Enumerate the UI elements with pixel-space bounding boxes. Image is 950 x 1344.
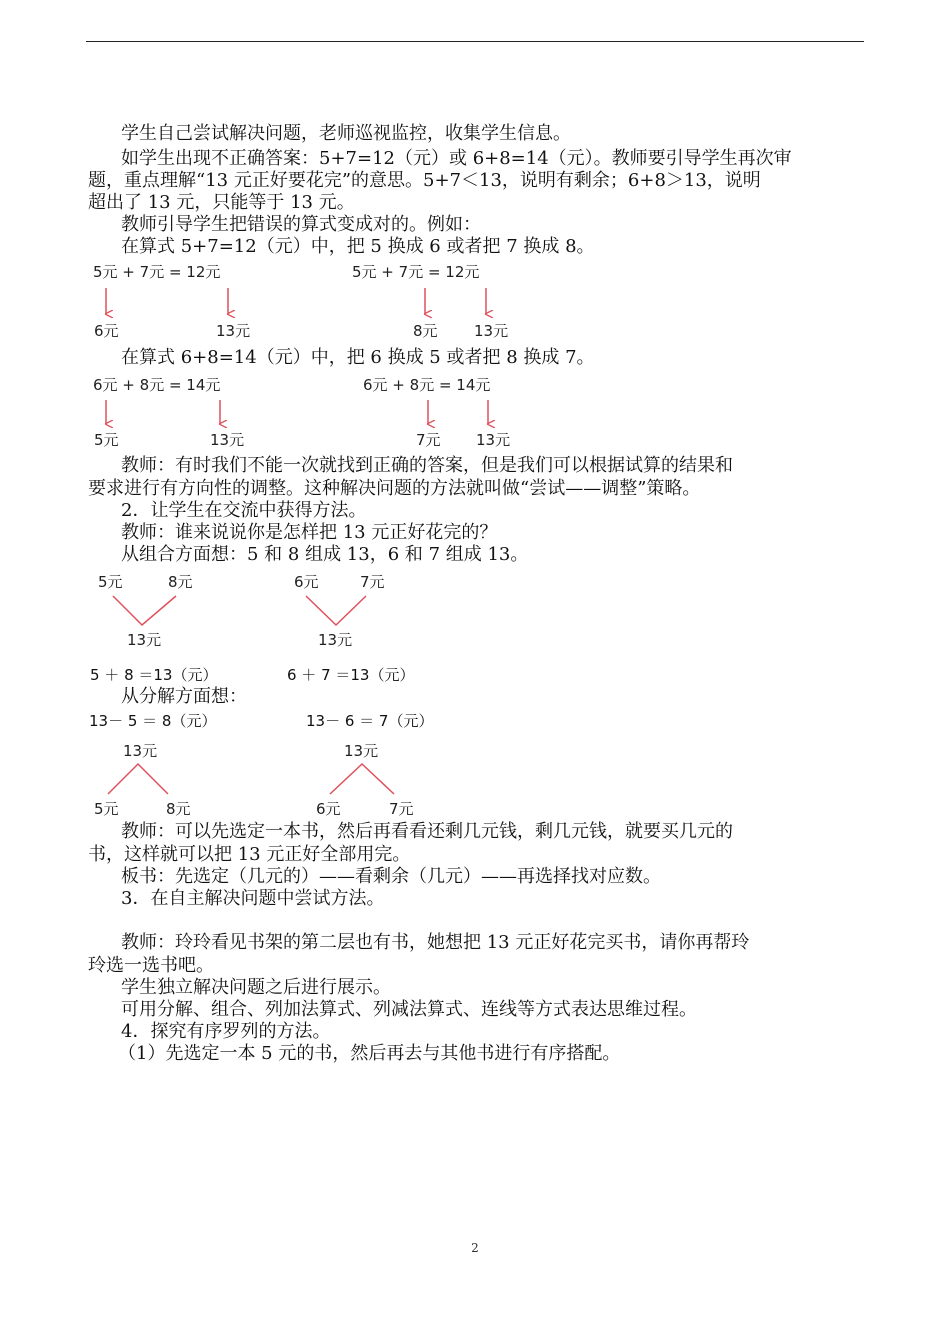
figure-label: 13元: [474, 322, 509, 340]
figure-label: 13元: [344, 742, 379, 760]
combine-figure-1: [98, 573, 193, 649]
figure-equation: 5元 + 7元 = 12元: [93, 263, 221, 281]
paragraph: 从组合方面想：5 和 8 组成 13，6 和 7 组成 13。: [121, 544, 529, 565]
combine-equation: 6 ＋ 7 ＝13（元）: [287, 666, 415, 684]
paragraph: 可用分解、组合、列加法算式、列减法算式、连线等方式表达思维过程。: [121, 999, 697, 1020]
combine-lines: [306, 596, 366, 625]
combine-figure-2: [294, 573, 385, 649]
paragraph: 4．探究有序罗列的方法。: [121, 1021, 331, 1042]
figure-label: 7元: [360, 573, 385, 591]
paragraph: 2．让学生在交流中获得方法。: [121, 500, 367, 521]
figure-label: 6元: [94, 322, 119, 340]
figure-equation: 6元 + 8元 = 14元: [363, 376, 491, 394]
figure-label: 5元: [94, 431, 119, 449]
figure-label: 13元: [216, 322, 251, 340]
paragraph: 教师引导学生把错误的算式变成对的。例如：: [121, 214, 481, 235]
replace-figure-4: [363, 376, 510, 449]
decompose-lines: [330, 764, 394, 794]
paragraph: 要求进行有方向性的调整。这种解决问题的方法就叫做“尝试——调整”策略。: [88, 478, 701, 499]
replace-figure-1: [93, 263, 250, 340]
figure-label: 13元: [476, 431, 511, 449]
decompose-equation: 13－ 6 ＝ 7（元）: [306, 712, 434, 730]
figure-equation: 5元 + 7元 = 12元: [352, 263, 480, 281]
paragraph: 学生独立解决问题之后进行展示。: [121, 977, 391, 998]
figure-equation: 6元 + 8元 = 14元: [93, 376, 221, 394]
decompose-equation: 13－ 5 ＝ 8（元）: [89, 712, 217, 730]
paragraph: 教师：谁来说说你是怎样把 13 元正好花完的？: [121, 522, 498, 543]
replace-figure-2: [352, 263, 508, 340]
paragraph: 在算式 5+7=12（元）中，把 5 换成 6 或者把 7 换成 8。: [121, 236, 595, 257]
paragraph: 超出了 13 元，只能等于 13 元。: [88, 192, 355, 213]
paragraph: 从分解方面想：: [121, 686, 247, 707]
figure-label: 13元: [210, 431, 245, 449]
paragraph: 3．在自主解决问题中尝试方法。: [121, 888, 385, 909]
paragraph: 玲选一选书吧。: [88, 955, 214, 976]
figure-label: 8元: [168, 573, 193, 591]
decompose-lines: [108, 764, 168, 794]
combine-equation: 5 ＋ 8 ＝13（元）: [90, 666, 218, 684]
figure-label: 5元: [94, 800, 119, 818]
paragraph: 教师：可以先选定一本书，然后再看看还剩几元钱，剩几元钱，就要买几元的: [121, 821, 733, 842]
paragraph: 题，重点理解“13 元正好要花完”的意思。5+7＜13，说明有剩余；6+8＞13，说明: [88, 170, 761, 191]
paragraph: 如学生出现不正确答案：5+7=12（元）或 6+8=14（元）。教师要引导学生再次审: [121, 148, 792, 169]
figure-label: 7元: [416, 431, 441, 449]
figure-label: 6元: [316, 800, 341, 818]
page-number: 2: [471, 1241, 479, 1255]
figure-label: 13元: [123, 742, 158, 760]
paragraph: 学生自己尝试解决问题，老师巡视监控，收集学生信息。: [121, 123, 571, 144]
figure-label: 5元: [98, 573, 123, 591]
figure-label: 13元: [127, 631, 162, 649]
replace-figure-3: [93, 376, 244, 449]
figure-label: 6元: [294, 573, 319, 591]
figure-label: 8元: [413, 322, 438, 340]
figure-label: 7元: [389, 800, 414, 818]
decompose-figure-1: [94, 742, 191, 818]
paragraph: 板书：先选定（几元的）——看剩余（几元）——再选择找对应数。: [121, 866, 661, 887]
figure-label: 13元: [318, 631, 353, 649]
combine-lines: [113, 596, 176, 625]
paragraph: （1）先选定一本 5 元的书，然后再去与其他书进行有序搭配。: [118, 1043, 621, 1064]
figure-label: 8元: [166, 800, 191, 818]
decompose-figure-2: [316, 742, 414, 818]
paragraph: 教师：玲玲看见书架的第二层也有书，她想把 13 元正好花完买书，请你再帮玲: [121, 932, 750, 953]
paragraph: 书，这样就可以把 13 元正好全部用完。: [88, 844, 411, 865]
paragraph: 教师：有时我们不能一次就找到正确的答案，但是我们可以根据试算的结果和: [121, 455, 733, 476]
paragraph: 在算式 6+8=14（元）中，把 6 换成 5 或者把 8 换成 7。: [121, 347, 595, 368]
